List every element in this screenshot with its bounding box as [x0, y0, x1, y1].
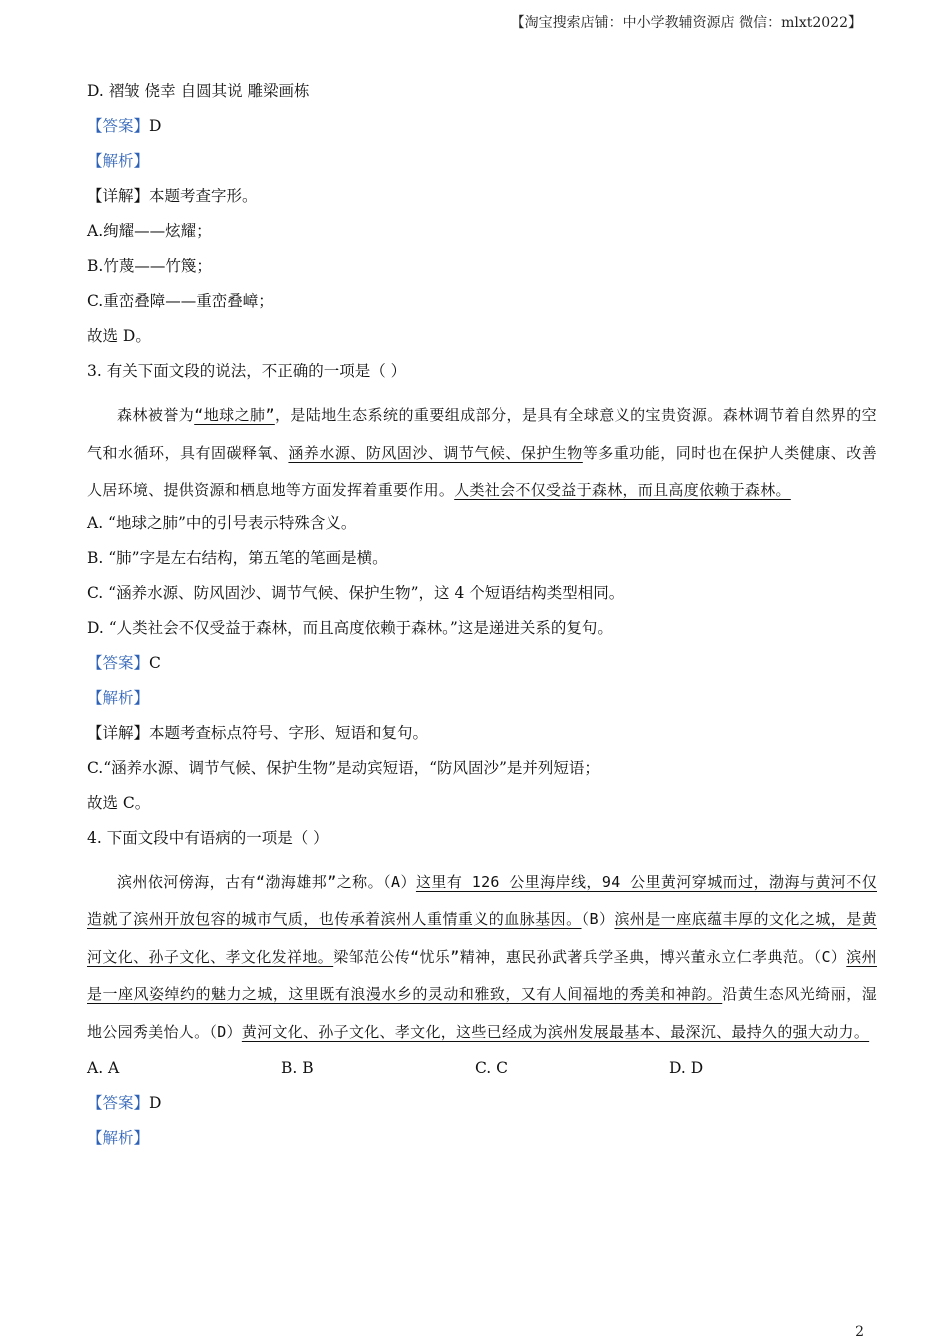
answer-tag: 【答案】: [87, 653, 150, 672]
passage-underlined: 涵养水源、防风固沙、调节气候、保护生物: [288, 443, 583, 462]
q2-conclusion: 故选 D。: [87, 327, 151, 345]
passage-text: 滨州依河傍海，古有“渤海雄邦”之称。（A）: [117, 872, 416, 891]
q2-detail: [87, 183, 877, 218]
passage-underlined: 滨州是一座底蕴丰厚的文化之城，是黄河文化、孙子文化、孝文化发祥地。: [87, 910, 878, 966]
detail-text: 本题考查标点符号、字形、短语和复句。: [149, 723, 429, 742]
page-header: 【淘宝搜索店铺：中小学教辅资源店 微信：mlxt2022】: [510, 15, 862, 31]
q3-explain-line: C.“涵养水源、调节气候、保护生物”是动宾短语，“防风固沙”是并列短语；: [87, 758, 600, 777]
answer-value: D: [149, 1094, 162, 1112]
passage-underlined: 人类社会不仅受益于森林，而且高度依赖于森林。: [454, 481, 791, 499]
passage-underlined: 这里有 126 公里海岸线，94 公里黄河穿城而过，渤海与黄河不仅造就了滨州开放包容的城市气质，也传承着滨州人重情重义的血脉基因。: [87, 872, 877, 928]
q2-option-d: D. 褶皱 侥幸 自圆其说 雕梁画栋: [87, 82, 310, 100]
q3-stem: 3. 有关下面文段的说法，不正确的一项是（ ）: [87, 362, 407, 380]
choice-c: C. C: [475, 1059, 509, 1077]
analysis-tag: 【解析】: [87, 152, 150, 170]
passage-text: （B）: [581, 910, 615, 928]
choice-d: D. D: [669, 1059, 704, 1077]
q4-passage: [87, 864, 877, 1052]
answer-tag: 【答案】: [87, 117, 150, 135]
page-number: 2: [855, 1324, 864, 1340]
q3-option: C. “涵养水源、防风固沙、调节气候、保护生物”，这 4 个短语结构类型相同。: [87, 583, 625, 602]
q3-analysis-heading: [87, 685, 877, 720]
q3-answer: [87, 650, 877, 685]
passage-underlined: 黄河文化、孙子文化、孝文化，这些已经成为滨州发展最基本、最深沉、最持久的强大动力。: [241, 1022, 870, 1041]
passage-underlined: 滨州是一座风姿绰约的魅力之城，这里既有浪漫水乡的灵动和雅致，又有人间福地的秀美和神韵。: [87, 947, 877, 1003]
detail-text: 本题考查字形。: [149, 187, 258, 205]
q2-explain-line: C.重峦叠障——重峦叠嶂；: [87, 292, 274, 310]
q2-explain-line: A.绚耀——炫耀；: [87, 222, 212, 240]
answer-value: C: [149, 653, 161, 672]
choice-b: B. B: [281, 1059, 314, 1077]
analysis-tag: 【解析】: [87, 1129, 150, 1147]
passage-text: 梁邹范公传“忧乐”精神，惠民孙武著兵学圣典，博兴董永立仁孝典范。（C）: [333, 947, 847, 966]
q3-conclusion: 故选 C。: [87, 793, 151, 812]
q3-option: B. “肺”字是左右结构，第五笔的笔画是横。: [87, 548, 388, 567]
passage-text: 沿黄生态风光绮丽，湿地公园秀美怡人。（D）: [87, 985, 877, 1041]
q2-explain-line: B.竹蔑——竹篾；: [87, 257, 212, 275]
answer-tag: 【答案】: [87, 1094, 150, 1112]
q3-detail: [87, 720, 877, 755]
analysis-tag: 【解析】: [87, 688, 150, 707]
q4-analysis-heading: [87, 1125, 877, 1160]
detail-tag: 【详解】: [87, 187, 150, 205]
passage-text: ，是陆地生态系统的重要组成部分，是具有全球意义的宝贵资源。森林调节着自然界的空气和水循环，具有固碳释氧、: [87, 406, 877, 462]
document-body: [87, 78, 877, 1160]
q4-stem: 4. 下面文段中有语病的一项是（ ）: [87, 828, 329, 847]
passage-text: 等多重功能，同时也在保护人类健康、改善人居环境、提供资源和栖息地等方面发挥着重要作用。: [87, 443, 878, 499]
passage-underlined: “地球之肺”: [194, 406, 275, 424]
q4-answer: [87, 1090, 877, 1125]
q2-analysis-heading: [87, 148, 877, 183]
answer-value: D: [149, 117, 162, 135]
detail-tag: 【详解】: [87, 723, 150, 742]
q4-choices: [87, 1055, 877, 1090]
passage-text: 森林被誉为: [117, 406, 195, 424]
q3-option: A. “地球之肺”中的引号表示特殊含义。: [87, 513, 357, 532]
q2-answer: [87, 113, 877, 148]
q3-option: D. “人类社会不仅受益于森林，而且高度依赖于森林。”这是递进关系的复句。: [87, 618, 613, 637]
q3-passage: [87, 397, 877, 510]
choice-a: A. A: [87, 1059, 120, 1077]
